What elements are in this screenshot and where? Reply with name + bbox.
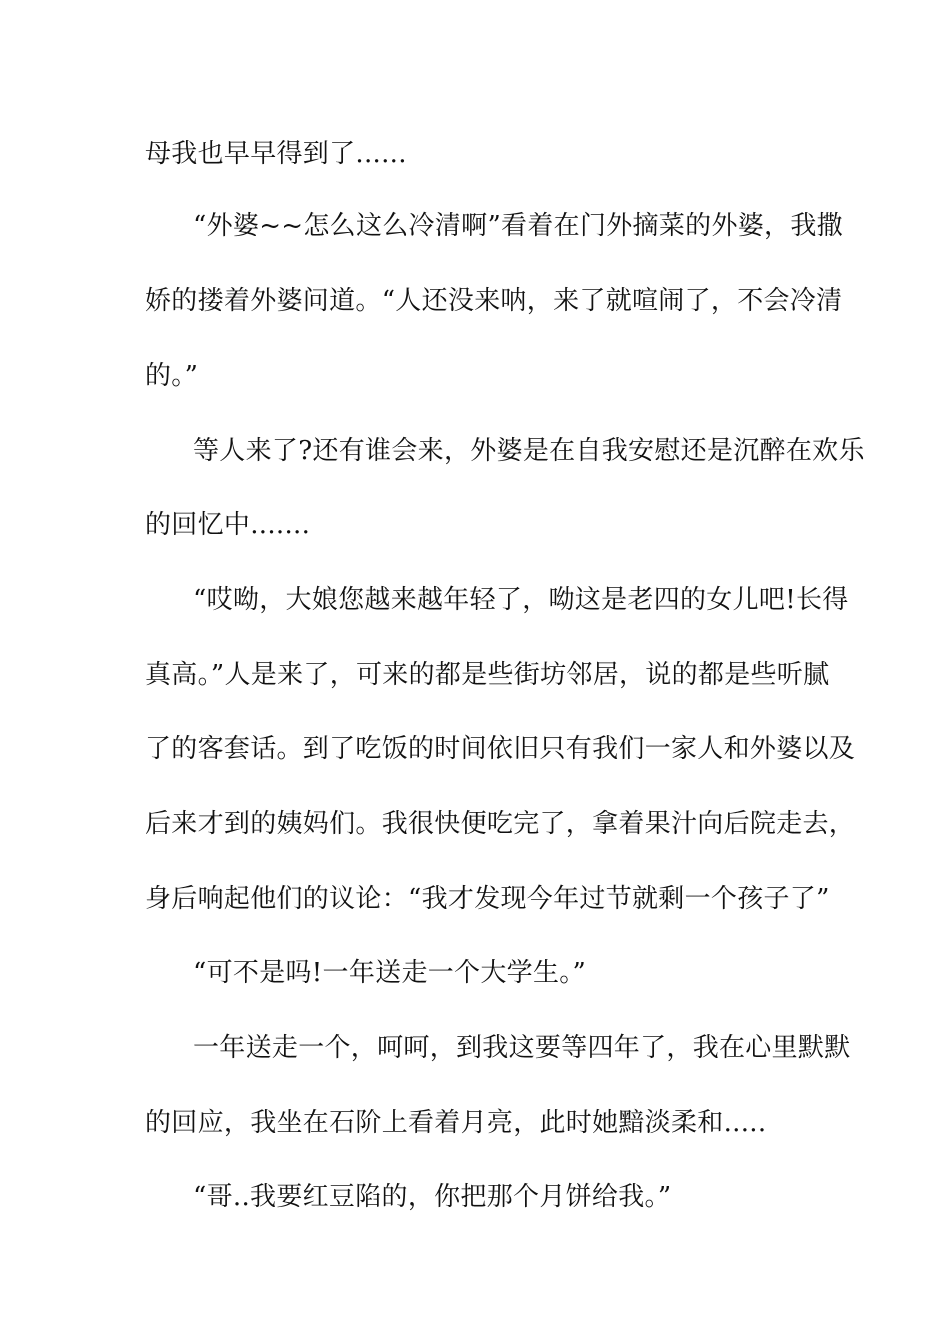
text-line: 身后响起他们的议论：“我才发现今年过节就剩一个孩子了” <box>145 884 830 914</box>
text-line: 后来才到的姨妈们。我很快便吃完了，拿着果汁向后院走去， <box>145 809 856 839</box>
text-line: “外婆~~怎么这么冷清啊”看着在门外摘菜的外婆，我撒 <box>193 211 843 241</box>
text-line: 的回忆中....... <box>145 510 311 540</box>
text-line: 一年送走一个，呵呵，到我这要等四年了，我在心里默默 <box>193 1033 851 1063</box>
text-line: 真高。”人是来了，可来的都是些街坊邻居，说的都是些听腻 <box>145 660 830 690</box>
text-line: 娇的搂着外婆问道。“人还没来呐，来了就喧闹了，不会冷清 <box>145 286 843 316</box>
text-line: “哥..我要红豆陷的，你把那个月饼给我。” <box>193 1182 672 1212</box>
text-line: “哎呦，大娘您越来越年轻了，呦这是老四的女儿吧!长得 <box>193 585 849 615</box>
text-line: 的回应，我坐在石阶上看着月亮，此时她黯淡柔和..... <box>145 1108 767 1138</box>
text-line: 母我也早早得到了...... <box>145 139 407 169</box>
text-line: “可不是吗!一年送走一个大学生。” <box>193 958 587 988</box>
text-line: 的。” <box>145 361 199 391</box>
text-line: 等人来了?还有谁会来，外婆是在自我安慰还是沉醉在欢乐 <box>193 436 865 466</box>
text-line: 了的客套话。到了吃饭的时间依旧只有我们一家人和外婆以及 <box>145 734 856 764</box>
